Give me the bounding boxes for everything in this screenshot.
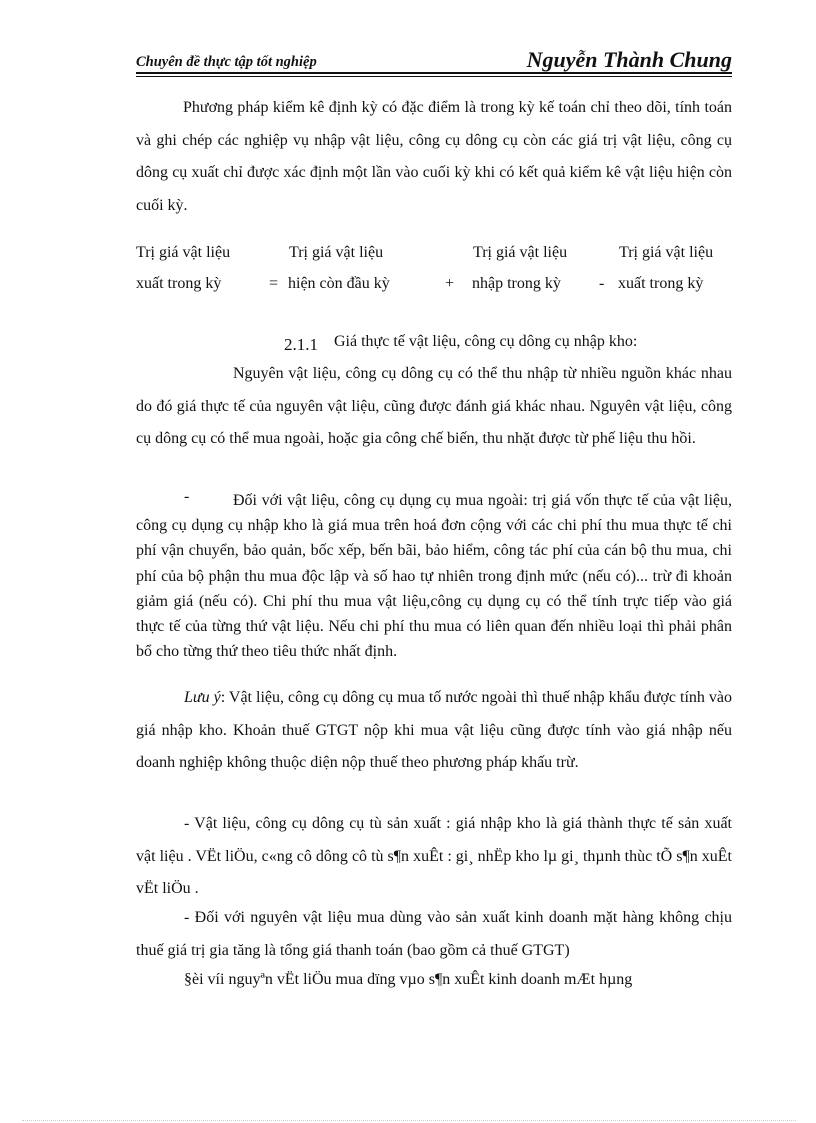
formula-minus-sign: - xyxy=(599,275,605,292)
formula-plus-sign: + xyxy=(445,275,455,292)
section-heading xyxy=(136,333,732,357)
section-number: 2.1.1 xyxy=(284,335,318,354)
paragraph-note xyxy=(136,682,732,780)
formula-term-closing: xuất trong kỳ xyxy=(618,275,704,292)
bullet-dash: - xyxy=(184,488,190,505)
formula-term-opening-label: Trị giá vật liệu xyxy=(289,244,384,261)
formula-term-closing-label: Trị giá vật liệu xyxy=(619,244,714,261)
valuation-formula xyxy=(136,244,732,304)
paragraph-sources: Nguyên vật liệu, công cụ dông cụ có thể thu nhập từ nhiều nguồn khác nhau do đó giá thực tế của nguyên vật liệu, cũng được đánh giá khác nhau. Nguyên vật liệu, công cụ dông cụ có thể mua ngoài, hoặc gia công chế biến, thu nhặt được từ phế liệu thu hồi. xyxy=(136,365,732,448)
paragraph-periodic-inventory: Phương pháp kiểm kê định kỳ có đặc điểm là trong kỳ kế toán chỉ theo dõi, tính toán và ghi chép các nghiệp vụ nhập vật liệu, công cụ dông cụ còn các giá trị vật liệu, công cụ dông cụ xuất chỉ được xác định một lần vào cuối kỳ khi có kết quả kiểm kê vật liệu hiện còn cuối kỳ. xyxy=(136,99,732,215)
formula-term-received: nhập trong kỳ xyxy=(472,275,561,292)
header-rule-thick xyxy=(136,72,732,74)
header-author-name: Nguyễn Thành Chung xyxy=(526,47,732,72)
formula-equals-sign: = xyxy=(269,275,279,292)
note-text: : Vật liệu, công cụ dông cụ mua tố nước ngoài thì thuế nhập khẩu được tính vào giá nhập kho. Khoản thuế GTGT nộp khi mua vật liệu cũng được tính vào giá nhập nếu doanh nghiệp không thuộc diện nộp thuế theo phương pháp khấu trừ. xyxy=(136,689,732,772)
formula-term-opening: hiện còn đầu kỳ xyxy=(288,275,390,292)
header-document-title: Chuyên đề thực tập tốt nghiệp xyxy=(136,54,317,70)
paragraph-purchased-materials: Đối với vật liệu, công cụ dụng cụ mua ngoài: trị giá vốn thực tế của vật liệu, công cụ dụng cụ nhập kho là giá mua trên hoá đơn cộng với các chi phí thu mua thực tế chi phí vận chuyển, bảo quản, bốc xếp, bến bãi, bảo hiểm, công tác phí của cán bộ thu mua, chi phí của bộ phận thu mua độc lập và số hao tự nhiên trong định mức (nếu có)... trừ đi khoản giảm giá (nếu có). Chi phí thu mua vật liệu,công cụ dụng cụ có thể tính trực tiếp vào giá thực tế của từng thứ vật liệu. Nếu chi phí thu mua có liên quan đến nhiều loại thì phải phân bổ cho từng thứ theo tiêu thức nhất định. xyxy=(136,492,732,661)
formula-term-issued-label: Trị giá vật liệu xyxy=(136,244,231,261)
section-title: Giá thực tế vật liệu, công cụ dông cụ nhập kho: xyxy=(334,333,638,350)
formula-term-received-label: Trị giá vật liệu xyxy=(473,244,568,261)
paragraph-non-vat-goods: - Đối với nguyên vật liệu mua dùng vào sản xuất kinh doanh mặt hàng không chịu thuế giá trị gia tăng là tổng giá thanh toán (bao gồm cả thuế GTGT) xyxy=(136,909,732,959)
header-rule-thin xyxy=(136,76,732,77)
page-header xyxy=(136,48,732,74)
formula-term-issued: xuất trong kỳ xyxy=(136,275,222,292)
paragraph-self-produced: - Vật liệu, công cụ dông cụ tù sản xuất : giá nhập kho là giá thành thực tế sản xuất vật liệu . VËt liÖu, c«ng cô dông cô tù s¶n xuÊt : gi¸ nhËp kho lµ gi¸ thµnh thùc tÕ s¶n xuÊt vËt liÖu . xyxy=(136,815,732,898)
paragraph-garbled-encoding: §èi víi nguyªn vËt liÖu mua dïng vµo s¶n xuÊt kinh doanh mÆt hµng xyxy=(184,971,633,988)
note-label: Lưu ý xyxy=(184,689,221,706)
page-bottom-border xyxy=(22,1120,796,1121)
